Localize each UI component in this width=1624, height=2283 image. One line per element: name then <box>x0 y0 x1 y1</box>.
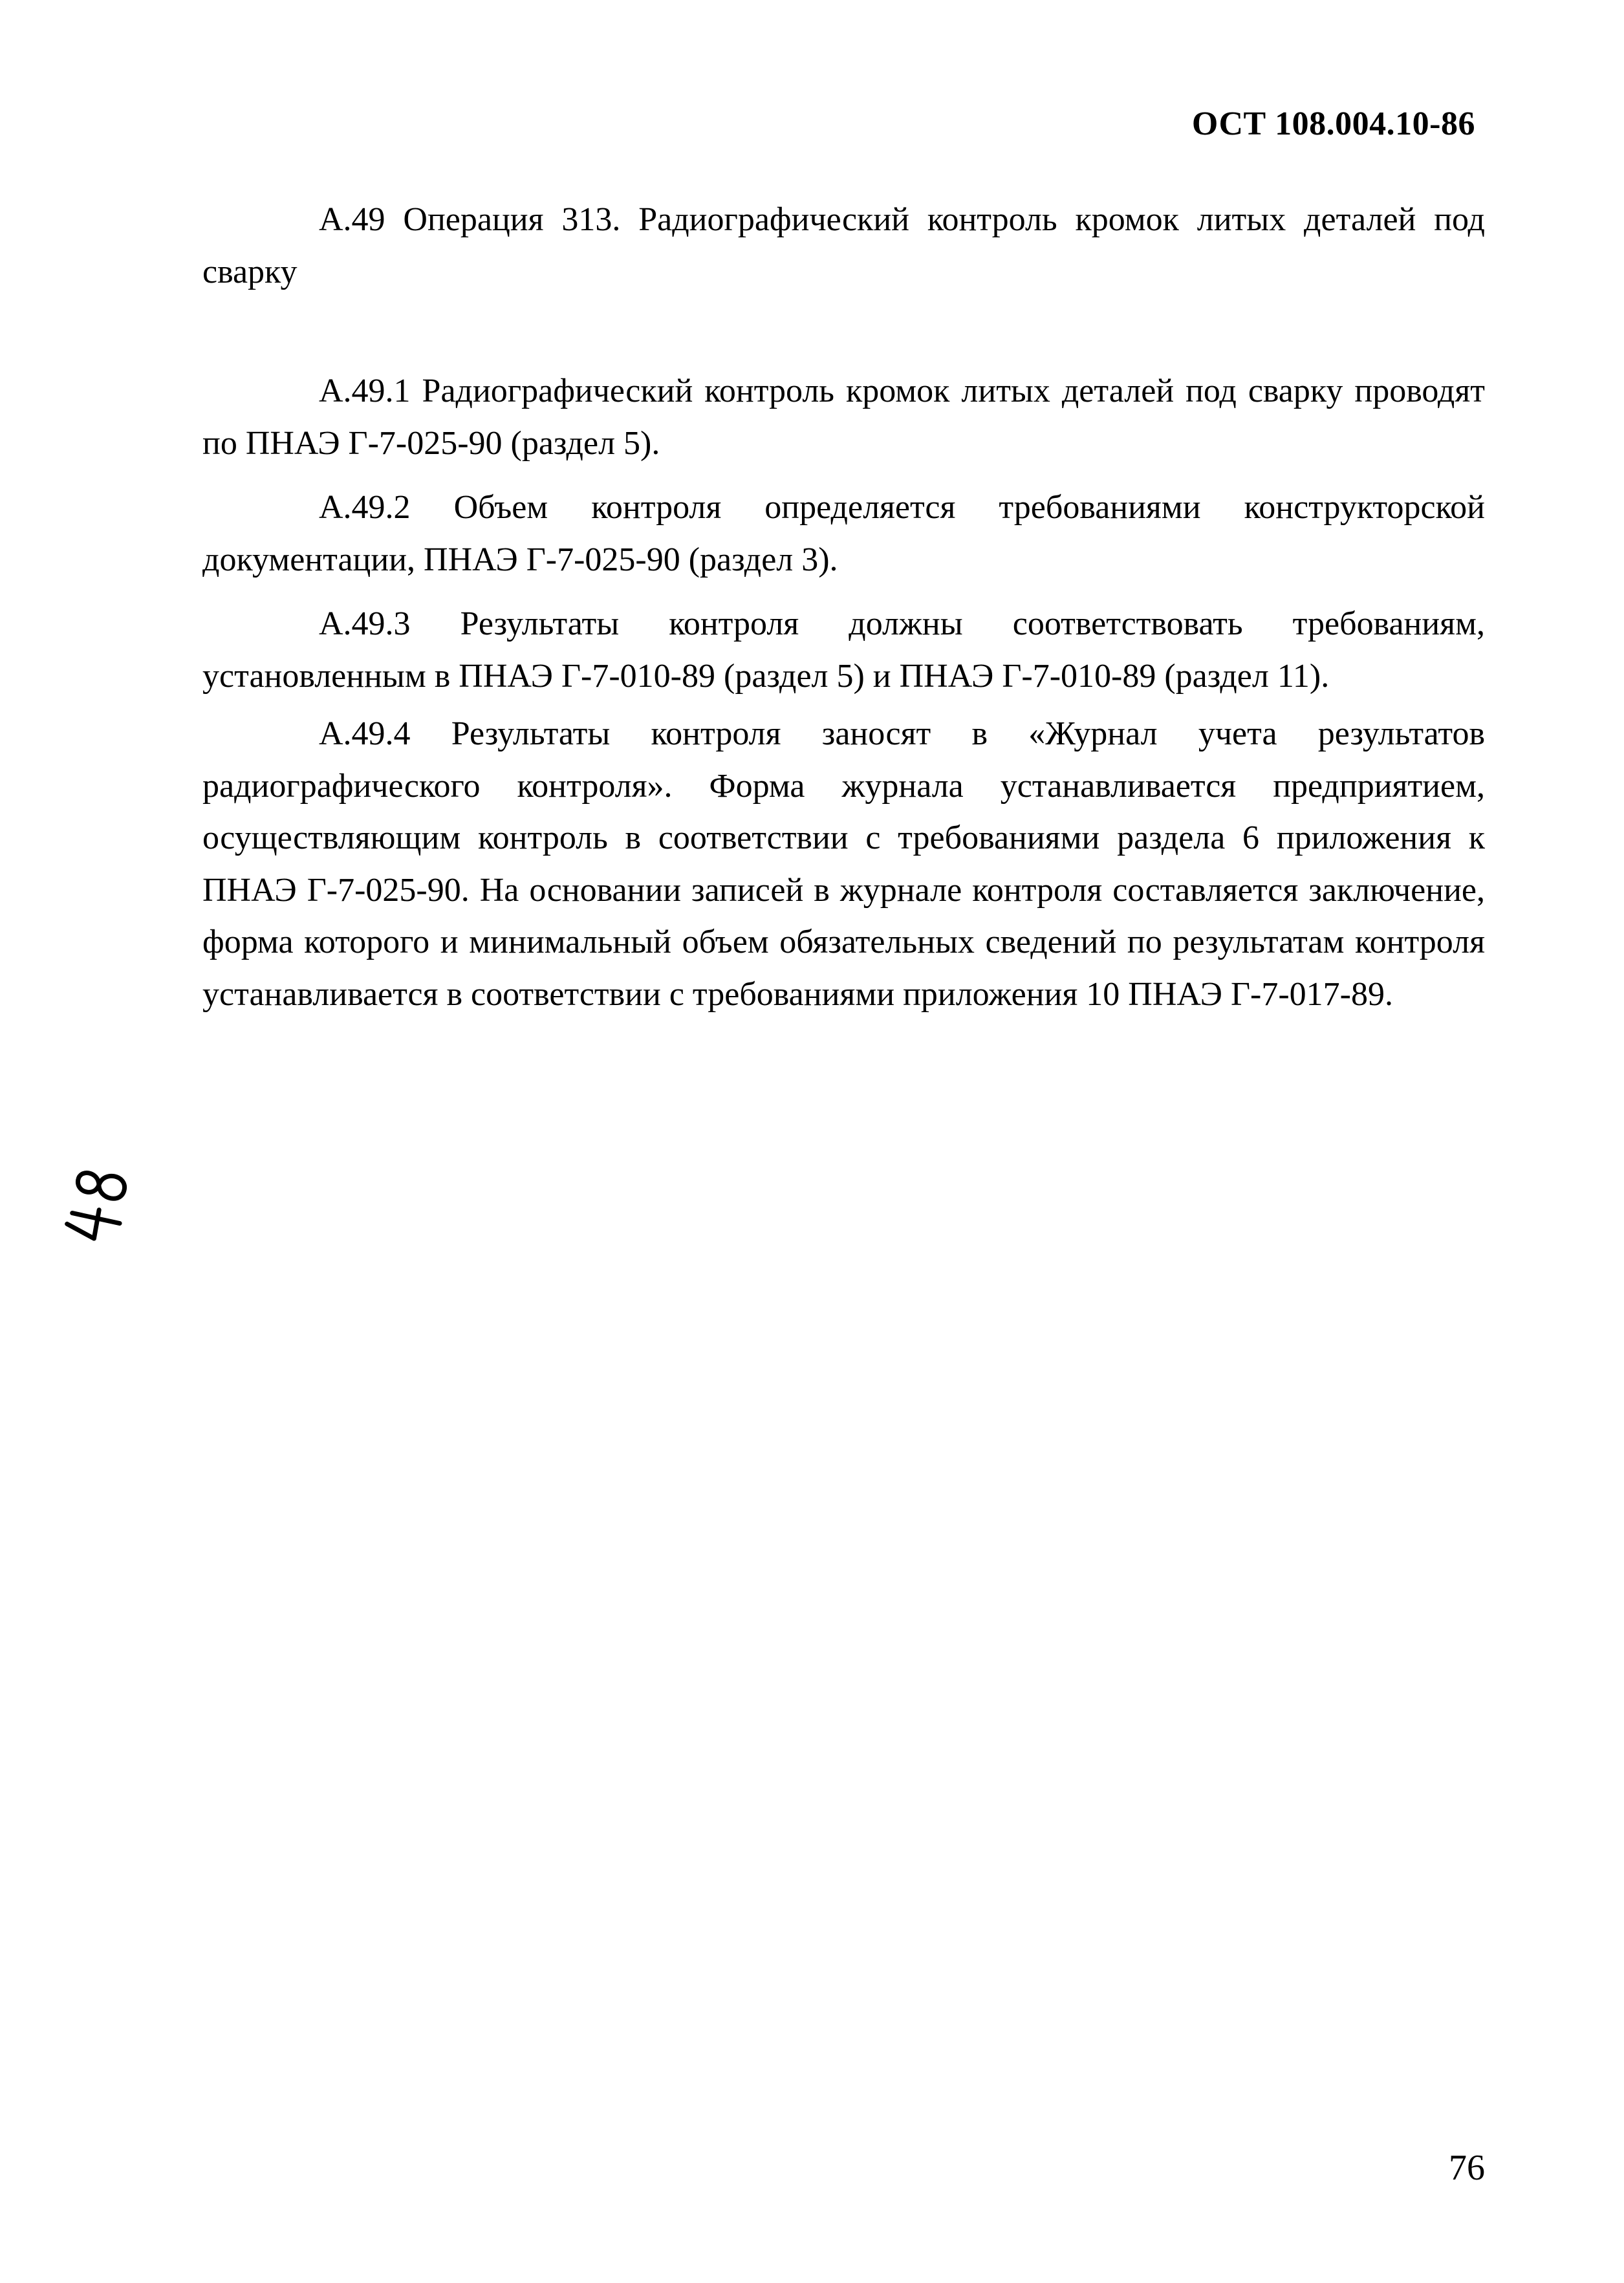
paragraph-a49-4: А.49.4 Результаты контроля заносят в «Журнал учета результатов радиографического контроля». Форма журнала устанавливается предприятием, осуществляющим контроль в соответствии с требованиями раздела 6 приложения к ПНАЭ Г-7-025-90. На основании записей в журнале контроля составляется заключение, форма которого и минимальный объем обязательных сведений по результатам контроля устанавливается в соответствии с требованиями приложения 10 ПНАЭ Г-7-017-89. <box>202 715 1485 1013</box>
handwritten-page-mark <box>45 1158 149 1248</box>
document-code: ОСТ 108.004.10-86 <box>1191 105 1475 142</box>
paragraph-a49-2: А.49.2 Объем контроля определяется требованиями конструкторской документации, ПНАЭ Г-7-025-90 (раздел 3). <box>202 489 1485 578</box>
section-heading: А.49 Операция 313. Радиографический контроль кромок литых деталей под сварку <box>202 201 1485 290</box>
page-number: 76 <box>1449 2148 1485 2188</box>
paragraph-a49-3: А.49.3 Результаты контроля должны соответствовать требованиям, установленным в ПНАЭ Г-7-010-89 (раздел 5) и ПНАЭ Г-7-010-89 (раздел 11). <box>202 605 1485 695</box>
paragraph-a49-1: А.49.1 Радиографический контроль кромок литых деталей под сварку проводят по ПНАЭ Г-7-025-90 (раздел 5). <box>202 373 1485 462</box>
